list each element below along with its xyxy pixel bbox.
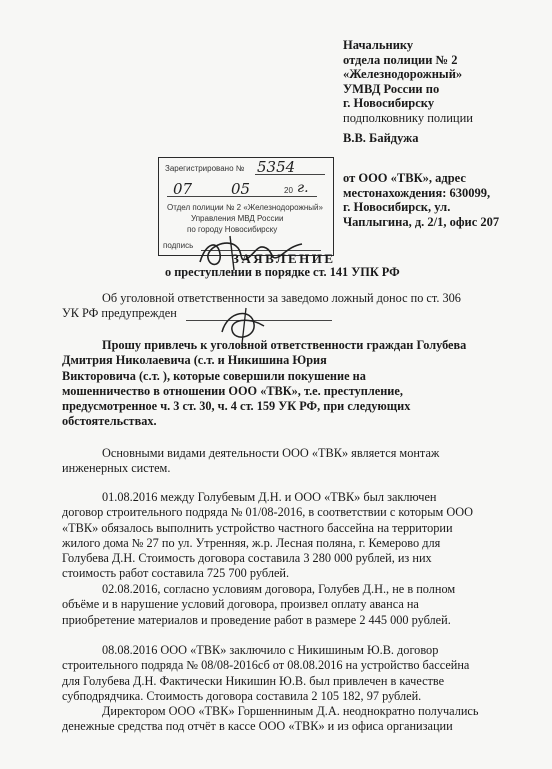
request-line: Прошу привлечь к уголовной ответственности граждан Голубева	[102, 338, 467, 352]
sender-line: местонахождения: 630099,	[343, 185, 491, 200]
addressee-line: УМВД России по	[343, 81, 440, 96]
warning-line: Об уголовной ответственности за заведомо ложный донос по ст. 306	[102, 291, 461, 305]
paragraph-contract-golubev	[62, 490, 520, 582]
stamp-date-year: 20	[284, 186, 293, 195]
paragraph-director-funds	[62, 704, 520, 735]
paragraph-line: жилого дома № 27 по ул. Утренняя, ж.р. Лесная поляна, г. Кемерово для	[62, 535, 441, 550]
paragraph-line: приобретение материалов и проведение работ в размере 2 445 000 рублей.	[62, 612, 451, 627]
stamp-number-underline	[255, 174, 325, 175]
stamp-date-day: 07	[173, 180, 193, 198]
sender-line: от ООО «ТВК», адрес	[343, 171, 466, 185]
paragraph-line: для Голубева Д.Н. Фактически Никишин Ю.В. был привлечен в качестве	[62, 673, 445, 688]
stamp-date-underline	[167, 196, 317, 197]
document-subtitle: о преступлении в порядке ст. 141 УПК РФ	[165, 265, 400, 279]
paragraph-line: объёме и в нарушение условий договора, произвел оплату аванса на	[62, 597, 419, 612]
stamp-year-suffix: г.	[297, 180, 309, 196]
paragraph-line: строительного подряда № 08/08-2016сб от 08.08.2016 на устройство бассейна	[62, 658, 470, 673]
request-line: мошенничество в отношении ООО «ТВК», т.е. преступление,	[62, 383, 403, 398]
paragraph-contract-nikishin	[62, 643, 520, 704]
addressee-line: г. Новосибирску	[343, 96, 435, 110]
request-line: Дмитрия Николаевича (с.т. и Никишина Юрия	[62, 353, 327, 368]
paragraph-line: стоимость работ составила 725 700 рублей.	[62, 566, 290, 581]
paragraph-line: «ТВК» обязалось выполнить устройство частного бассейна на территории	[62, 520, 453, 535]
addressee-line: Начальнику	[343, 38, 414, 52]
addressee-line: отдела полиции № 2	[343, 52, 458, 67]
stamp-dept-line: по городу Новосибирску	[187, 225, 278, 234]
paragraph-line: договор строительного подряда № 01/08-2016, в соответствии с которым ООО	[62, 505, 473, 520]
sender-block	[343, 171, 499, 229]
paragraph-line: Голубева Д.Н. Стоимость договора составила 3 280 000 рублей, из них	[62, 551, 432, 566]
paragraph-advance-payment	[62, 582, 520, 628]
request-line: Викторовича (с.т. ), которые совершили покушение на	[62, 368, 366, 383]
request-line: обстоятельствах.	[62, 414, 157, 429]
sender-line: Чаплыгина, д. 2/1, офис 207	[343, 214, 500, 229]
paragraph-line: 01.08.2016 между Голубевым Д.Н. и ООО «ТВК» был заключен	[102, 490, 437, 504]
addressee-line: «Железнодорожный»	[343, 67, 463, 81]
request-line: предусмотренное ч. 3 ст. 30, ч. 4 ст. 159 УК РФ, при следующих	[62, 399, 411, 414]
stamp-dept-line: Управления МВД России	[191, 214, 284, 223]
addressee-rank: подполковнику полиции	[343, 111, 473, 125]
stamp-reg-number: 5354	[257, 158, 296, 176]
addressee-block	[343, 38, 462, 111]
paragraph-line: инженерных систем.	[62, 461, 171, 476]
warning-paragraph	[62, 291, 520, 322]
stamp-date-month: 05	[231, 180, 251, 198]
document-title: ЗАЯВЛЕНИЕ	[232, 251, 336, 266]
sender-line: г. Новосибирск, ул.	[343, 200, 451, 214]
paragraph-activities	[62, 446, 520, 477]
paragraph-line: 08.08.2016 ООО «ТВК» заключило с Никишиным Ю.В. договор	[102, 643, 439, 657]
stamp-registered-label: Зарегистрировано №	[165, 164, 245, 173]
paragraph-line: 02.08.2016, согласно условиям договора, Голубев Д.Н., не в полном	[102, 582, 456, 596]
request-paragraph	[62, 338, 520, 430]
paragraph-line: Основными видами деятельности ООО «ТВК» является монтаж	[102, 446, 440, 460]
addressee-name: В.В. Байдужа	[343, 131, 419, 145]
stamp-signature-label: подпись	[163, 241, 194, 250]
stamp-dept-line: Отдел полиции № 2 «Железнодорожный»	[167, 203, 323, 212]
warning-line: УК РФ предупрежден	[62, 306, 177, 321]
paragraph-line: субподрядчика. Стоимость договора составила 2 105 182, 97 рублей.	[62, 688, 422, 703]
paragraph-line: денежные средства под отчёт в кассе ООО «ТВК» и из офиса организации	[62, 719, 453, 734]
paragraph-line: Директором ООО «ТВК» Горшенниным Д.А. неоднократно получались	[102, 704, 479, 718]
